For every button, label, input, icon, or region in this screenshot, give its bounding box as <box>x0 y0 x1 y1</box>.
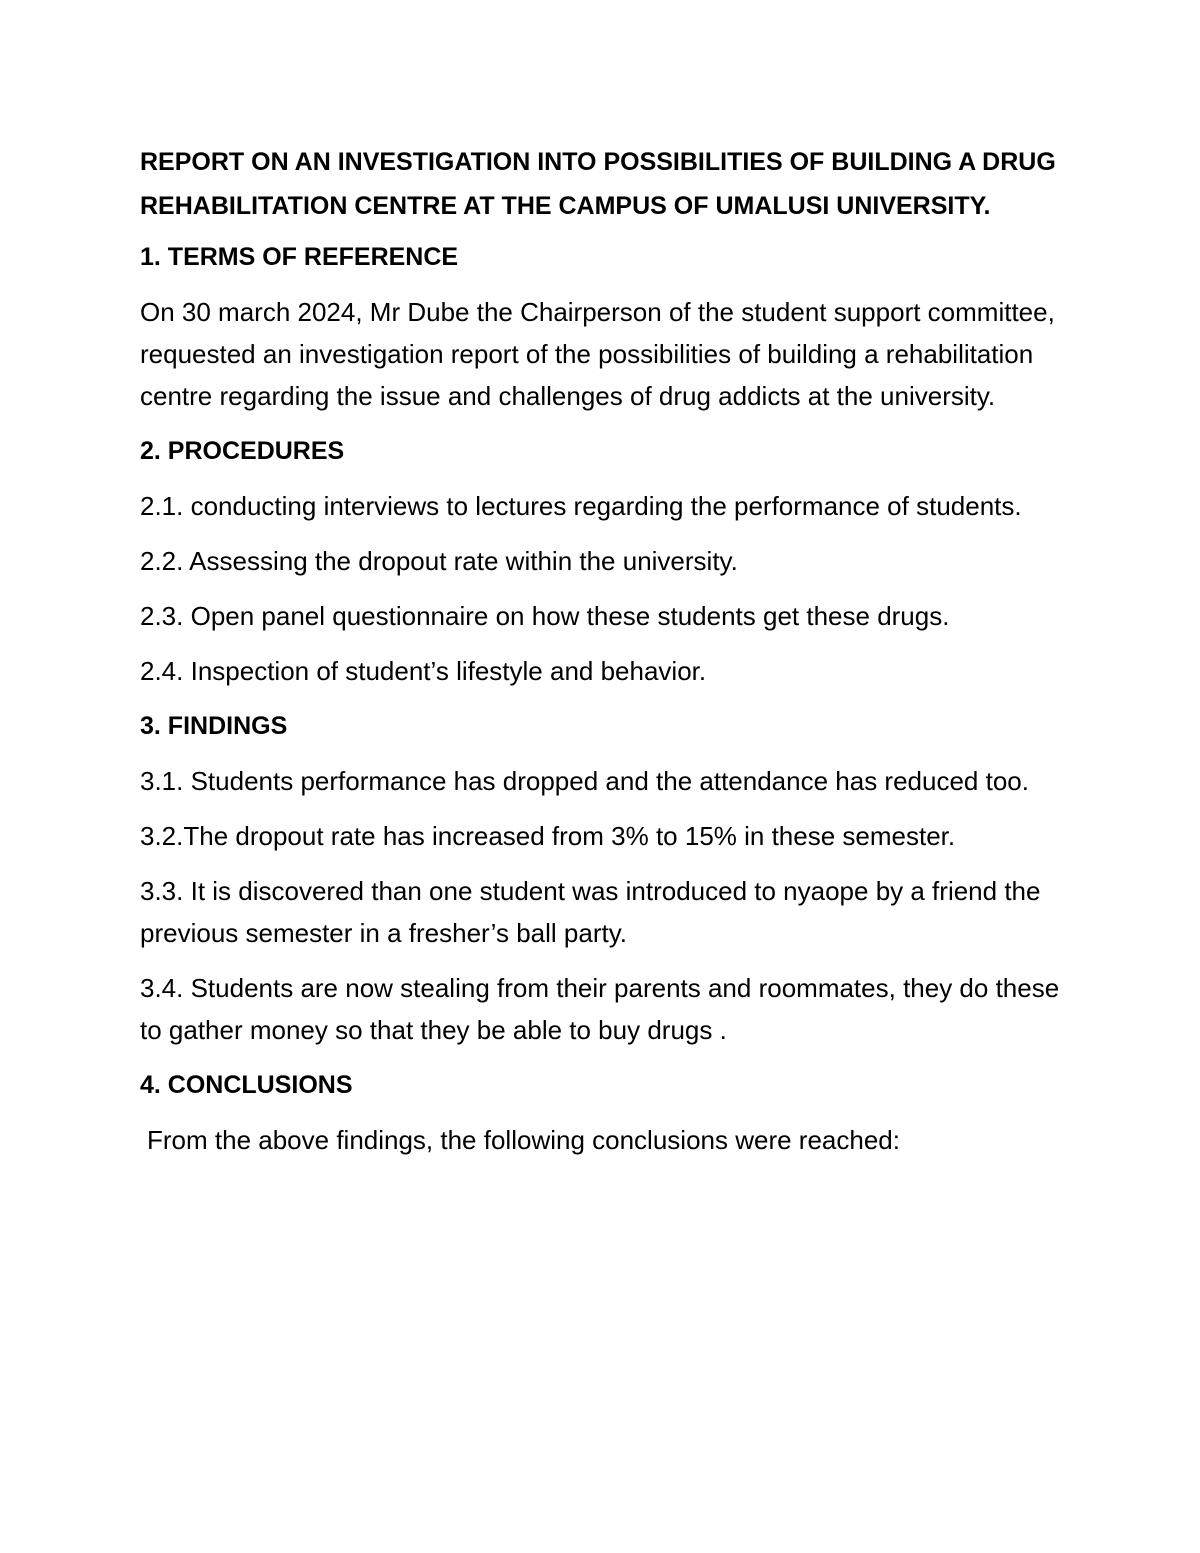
report-title: REPORT ON AN INVESTIGATION INTO POSSIBILITIES OF BUILDING A DRUG REHABILITATION CENTRE AT THE CAMPUS OF UMALUSI UNIVERSITY. <box>140 148 1056 220</box>
terms-of-reference-text: On 30 march 2024, Mr Dube the Chairperson of the student support committee, requested an investigation report of the possibilities of building a rehabilitation centre regarding the issue and challenges of drug addicts at the university. <box>140 297 1055 411</box>
procedure-item: 2.2. Assessing the dropout rate within the university. <box>140 546 738 576</box>
procedure-item: 2.1. conducting interviews to lectures regarding the performance of students. <box>140 491 1022 521</box>
finding-item: 3.4. Students are now stealing from their parents and roommates, they do these to gather money so that they be able to buy drugs . <box>140 973 1060 1045</box>
section-heading-terms-of-reference: 1. TERMS OF REFERENCE <box>140 243 459 271</box>
section-heading-conclusions: 4. CONCLUSIONS <box>140 1071 353 1099</box>
finding-item: 3.3. It is discovered than one student was introduced to nyaope by a friend the previous semester in a fresher’s ball party. <box>140 876 1041 948</box>
section-heading-procedures: 2. PROCEDURES <box>140 437 345 465</box>
procedure-item: 2.4. Inspection of student’s lifestyle and behavior. <box>140 656 707 686</box>
finding-item: 3.1. Students performance has dropped and the attendance has reduced too. <box>140 766 1029 796</box>
section-heading-findings: 3. FINDINGS <box>140 712 288 740</box>
finding-item: 3.2.The dropout rate has increased from 3% to 15% in these semester. <box>140 821 956 851</box>
procedure-item: 2.3. Open panel questionnaire on how these students get these drugs. <box>140 601 950 631</box>
conclusions-text: From the above findings, the following conclusions were reached: <box>147 1125 900 1155</box>
document-page <box>140 140 1060 1174</box>
